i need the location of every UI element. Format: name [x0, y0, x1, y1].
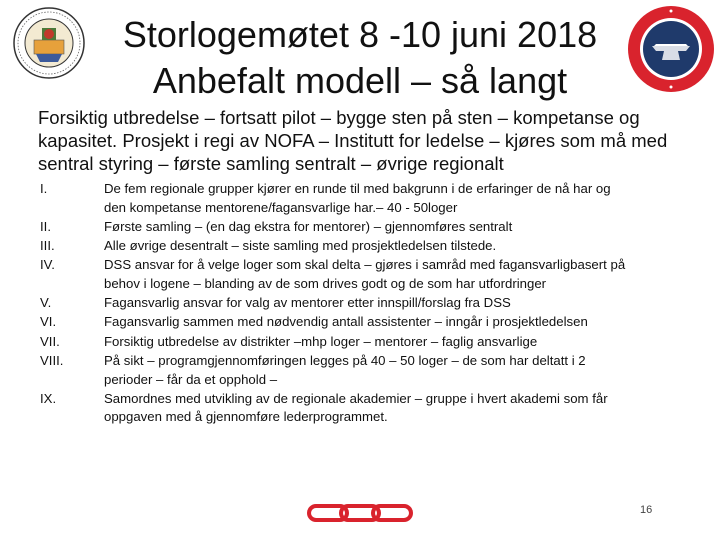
list-item-number: III.: [40, 238, 55, 254]
list-item-line: På sikt – programgjennomføringen legges på 40 – 50 loger – de som har deltatt i 2: [104, 353, 586, 369]
list-item-text: [104, 294, 710, 313]
list-item-line: Første samling – (en dag ekstra for mentorer) – gjennomføres sentralt: [104, 218, 513, 234]
list-item-line: De fem regionale grupper kjører en runde til med bakgrunn i de erfaringer de nå har og: [104, 181, 611, 196]
list-item-text: [104, 218, 710, 237]
list-item-text: [104, 256, 710, 293]
three-link-chain-icon: [306, 502, 414, 524]
intro-line: kapasitet. Prosjekt i regi av NOFA – Institutt for ledelse – kjøres som må med: [38, 130, 668, 151]
list-item-number: VIII.: [40, 353, 64, 369]
list-item-number: IX.: [40, 390, 57, 406]
list-item-line: Alle øvrige desentralt – siste samling med prosjektledelsen tilstede.: [104, 238, 497, 254]
list-item-number: II.: [40, 218, 51, 234]
lodge-seal-icon: [12, 6, 86, 80]
intro-line: Forsiktig utbredelse – fortsatt pilot – bygge sten på sten – kompetanse og: [38, 107, 640, 128]
list-item: [40, 313, 710, 332]
list-item-text: [104, 237, 710, 256]
list-item: [40, 180, 710, 217]
title-line-2: Anbefalt modell – så langt: [152, 60, 568, 101]
list-item-line: Fagansvarlig ansvar for valg av mentorer etter innspill/forslag fra DSS: [104, 295, 511, 311]
intro-line: sentral styring – første samling sentralt – øvrige regionalt: [38, 153, 504, 174]
list-item-line: oppgaven med å gjennomføre lederprogrammet.: [104, 409, 388, 425]
list-item-number: VII.: [40, 333, 60, 349]
intro-paragraph: [38, 106, 698, 175]
list-item-text: [104, 313, 710, 332]
list-item-number: IV.: [40, 257, 55, 273]
list-item: [40, 218, 710, 237]
list-item-line: Samordnes med utvikling av de regionale akademier – gruppe i hvert akademi som får: [104, 390, 608, 406]
list-item-line: behov i logene – blanding av de som drives godt og de som har utfordringer: [104, 275, 547, 291]
list-item-line: DSS ansvar for å velge loger som skal delta – gjøres i samråd med fagansvarligbasert på: [104, 257, 626, 273]
list-item: [40, 390, 710, 427]
list-item: [40, 333, 710, 352]
list-item-number: VI.: [40, 314, 57, 330]
list-item-text: [104, 333, 710, 352]
list-item-line: perioder – får da et opphold –: [104, 371, 278, 387]
list-item-line: den kompetanse mentorene/fagansvarlige har.– 40 - 50loger: [104, 199, 458, 215]
list-item: [40, 256, 710, 293]
numbered-list: [40, 180, 710, 428]
list-item: [40, 352, 710, 389]
list-item-text: [104, 352, 710, 389]
list-item-text: [104, 180, 710, 217]
title-line-1: Storlogemøtet 8 -10 juni 2018: [122, 14, 598, 55]
list-item-text: [104, 390, 710, 427]
slide-title: [100, 12, 620, 104]
list-item-number: V.: [40, 295, 52, 311]
list-item-line: Fagansvarlig sammen med nødvendig antall assistenter – inngår i prosjektledelsen: [104, 314, 588, 330]
list-item: [40, 294, 710, 313]
list-item: [40, 237, 710, 256]
page-number: 16: [640, 504, 653, 516]
odd-fellow-anvil-emblem-icon: [626, 4, 716, 94]
list-item-line: Forsiktig utbredelse av distrikter –mhp loger – mentorer – faglig ansvarlige: [104, 333, 538, 349]
list-item-number: I.: [40, 181, 48, 196]
